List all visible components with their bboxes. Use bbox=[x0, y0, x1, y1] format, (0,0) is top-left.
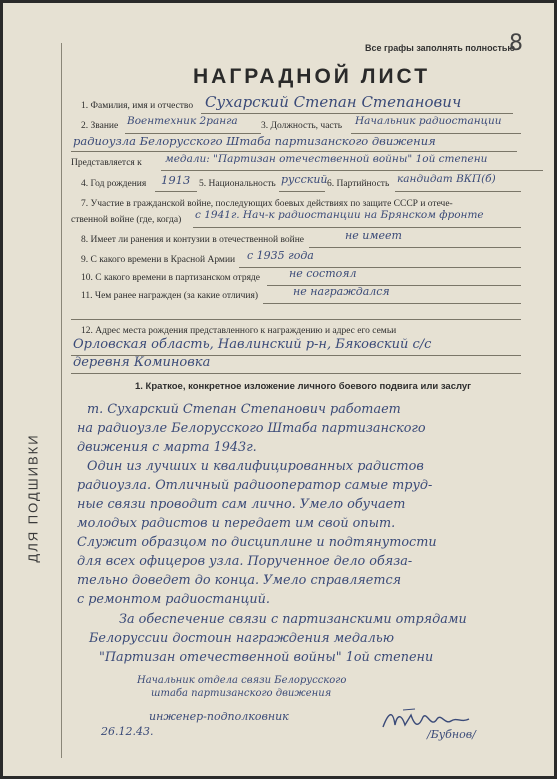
signer-name: /Бубнов/ bbox=[427, 728, 476, 741]
field-5-value: русский bbox=[281, 173, 328, 186]
field-5-label: 5. Национальность bbox=[199, 179, 276, 189]
field-11-rule bbox=[263, 303, 521, 304]
field-4-label: 4. Год рождения bbox=[81, 179, 147, 189]
field-9-label: 9. С какого времени в Красной Армии bbox=[81, 255, 236, 265]
signer-position-2: штаба партизанского движения bbox=[151, 688, 332, 699]
present-value: медали: "Партизан отечественной войны" 1ой степени bbox=[165, 153, 488, 165]
field-12-label: 12. Адрес места рождения представленного к награждению и адрес его семьи bbox=[81, 326, 397, 336]
field-1-rule bbox=[201, 113, 513, 114]
story-line: ные связи проводит сам лично. Умело обучает bbox=[77, 497, 406, 512]
binding-label: ДЛЯ ПОДШИВКИ bbox=[25, 433, 41, 563]
field-4-value: 1913 bbox=[161, 173, 191, 187]
fill-note: Все графы заполнять полностью bbox=[365, 43, 516, 53]
field-7-label-b: ственной войне (где, когда) bbox=[71, 215, 182, 225]
story-line: За обеспечение связи с партизанскими отрядами bbox=[119, 612, 467, 627]
award-sheet bbox=[3, 3, 554, 776]
signer-position-1: Начальник отдела связи Белорусского bbox=[137, 675, 347, 686]
field-1-label: 1. Фамилия, имя и отчество bbox=[81, 101, 194, 111]
field-6-value: кандидат ВКП(б) bbox=[397, 173, 496, 185]
field-10-label: 10. С какого времени в партизанском отряде bbox=[81, 273, 260, 283]
page-title: НАГРАДНОЙ ЛИСТ bbox=[193, 65, 431, 88]
field-7-label-a: 7. Участие в гражданской войне, последующих боевых действиях по защите СССР и отече- bbox=[81, 199, 453, 209]
story-line: тельно доведет до конца. Умело справляется bbox=[77, 573, 402, 588]
story-line: движения с марта 1943г. bbox=[77, 440, 257, 455]
field-5-rule bbox=[279, 191, 325, 192]
story-line: на радиоузле Белорусского Штаба партизанского bbox=[77, 421, 426, 436]
field-1-value: Сухарский Степан Степанович bbox=[205, 93, 462, 111]
present-label: Представляется к bbox=[71, 158, 142, 168]
field-9-value: с 1935 года bbox=[247, 249, 314, 262]
field-3-rule-2 bbox=[71, 151, 517, 152]
page-number: 8 bbox=[509, 31, 523, 56]
story-line: "Партизан отечественной войны" 1ой степени bbox=[99, 650, 434, 665]
field-6-label: 6. Партийность bbox=[327, 179, 390, 189]
field-10-value: не состоял bbox=[289, 267, 357, 280]
story-line: Служит образцом по дисциплине и подтянутости bbox=[77, 535, 437, 550]
story-line: Белоруссии достоин награждения медалью bbox=[89, 631, 394, 646]
field-7-rule bbox=[193, 227, 521, 228]
signer-rank: инженер-подполковник bbox=[149, 710, 289, 723]
field-8-rule bbox=[309, 247, 521, 248]
field-2-value: Воентехник 2ранга bbox=[127, 115, 238, 127]
field-12-value-b: деревня Коминовка bbox=[73, 355, 211, 370]
story-line: для всех офицеров узла. Порученное дело обяза- bbox=[77, 554, 413, 569]
merit-section-title: 1. Краткое, конкретное изложение личного боевого подвига или заслуг bbox=[135, 381, 472, 392]
field-3-label: 3. Должность, часть bbox=[261, 121, 343, 131]
field-11-value: не награждался bbox=[293, 285, 390, 298]
field-12-value-a: Орловская область, Навлинский р-н, Бяковский с/с bbox=[73, 337, 432, 352]
story-line: Один из лучших и квалифицированных радистов bbox=[87, 459, 424, 474]
field-2-label: 2. Звание bbox=[81, 121, 119, 131]
signature-date: 26.12.43. bbox=[101, 725, 154, 738]
story-line: радиоузла. Отличный радиооператор самые труд- bbox=[77, 478, 433, 493]
field-11-label: 11. Чем ранее награжден (за какие отличия) bbox=[81, 291, 259, 301]
field-3-value-a: Начальник радиостанции bbox=[355, 115, 502, 127]
field-8-value: не имеет bbox=[345, 229, 402, 242]
field-12-rule-2 bbox=[71, 373, 521, 374]
field-9-rule bbox=[239, 267, 521, 268]
story-line: т. Сухарский Степан Степанович работает bbox=[87, 402, 401, 417]
field-8-label: 8. Имеет ли ранения и контузии в отечественной войне bbox=[81, 235, 305, 245]
present-rule bbox=[161, 170, 543, 171]
field-4-rule bbox=[155, 191, 197, 192]
field-11-rule-2 bbox=[71, 319, 521, 320]
field-7-value: с 1941г. Нач-к радиостанции на Брянском фронте bbox=[195, 209, 484, 221]
field-6-rule bbox=[395, 191, 521, 192]
story-line: с ремонтом радиостанций. bbox=[77, 592, 270, 607]
binding-margin-line bbox=[61, 43, 62, 758]
field-3-value-b: радиоузла Белорусского Штаба партизанского движения bbox=[73, 134, 436, 148]
story-line: молодых радистов и передает им свой опыт. bbox=[77, 516, 396, 531]
